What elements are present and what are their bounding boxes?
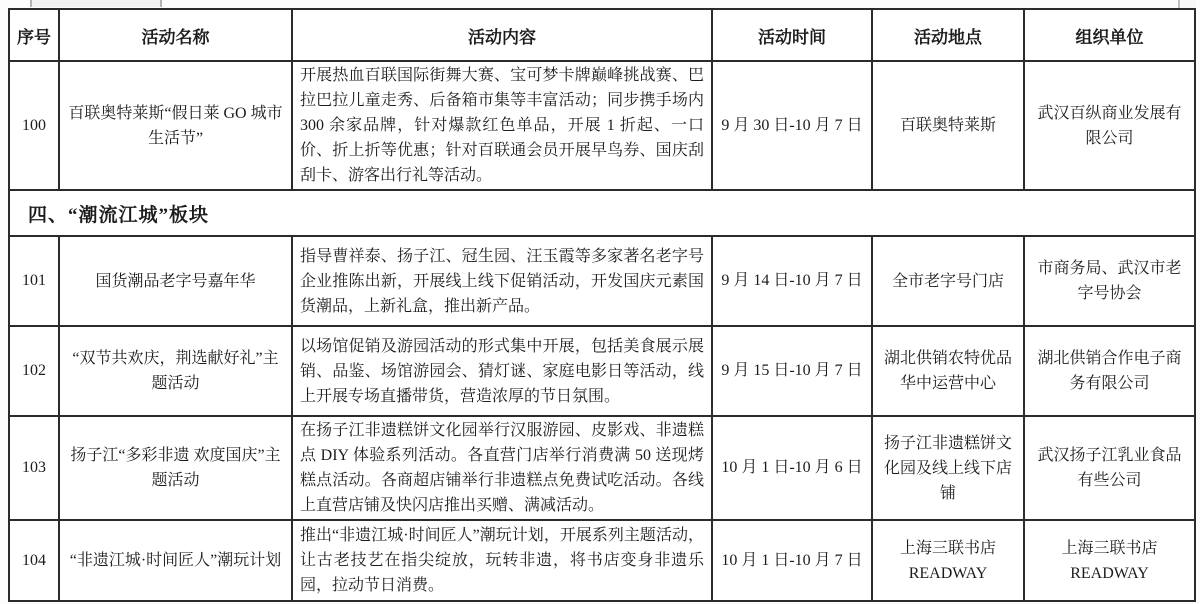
row-index: 104 [9,520,59,601]
organizer: 湖北供销合作电子商务有限公司 [1024,326,1195,416]
table-row-104 [9,520,1195,601]
activity-time: 10 月 1 日-10 月 6 日 [712,416,872,520]
row-index: 103 [9,416,59,520]
activity-name: 扬子江“多彩非遗 欢度国庆”主题活动 [59,416,292,520]
activity-location: 扬子江非遗糕饼文化园及线上线下店铺 [872,416,1024,520]
organizer: 武汉百纵商业发展有限公司 [1024,61,1195,190]
table-row-101 [9,236,1195,326]
col-header-activity-content: 活动内容 [292,9,712,61]
activity-time: 9 月 30 日-10 月 7 日 [712,61,872,190]
activity-location: 上海三联书店 READWAY [872,520,1024,601]
activity-content: 以场馆促销及游园活动的形式集中开展，包括美食展示展销、品鉴、场馆游园会、猜灯谜、家庭电影日等活动，线上开展专场直播带货，营造浓厚的节日氛围。 [292,326,712,416]
activity-time: 9 月 15 日-10 月 7 日 [712,326,872,416]
activity-name: 国货潮品老字号嘉年华 [59,236,292,326]
activity-table [8,8,1196,602]
activity-location: 全市老字号门店 [872,236,1024,326]
row-index: 100 [9,61,59,190]
activity-content: 指导曹祥泰、扬子江、冠生园、汪玉霞等多家著名老字号企业推陈出新，开展线上线下促销活动，开发国庆元素国货潮品，上新礼盒，推出新产品。 [292,236,712,326]
cropped-row-artifact-left [30,0,162,7]
activity-location: 湖北供销农特优品华中运营中心 [872,326,1024,416]
organizer: 市商务局、武汉市老字号协会 [1024,236,1195,326]
col-header-organizer: 组织单位 [1024,9,1195,61]
row-index: 101 [9,236,59,326]
activity-time: 10 月 1 日-10 月 7 日 [712,520,872,601]
table-row-103 [9,416,1195,520]
col-header-activity-time: 活动时间 [712,9,872,61]
organizer: 武汉扬子江乳业食品有些公司 [1024,416,1195,520]
table-row-100 [9,61,1195,190]
table-row-102 [9,326,1195,416]
activity-content: 推出“非遗江城·时间匠人”潮玩计划，开展系列主题活动，让古老技艺在指尖绽放，玩转非遗，将书店变身非遗乐园，拉动节日消费。 [292,520,712,601]
section-header-row [9,190,1195,236]
activity-name: “双节共欢庆，荆选献好礼”主题活动 [59,326,292,416]
activity-content: 在扬子江非遗糕饼文化园举行汉服游园、皮影戏、非遗糕点 DIY 体验系列活动。各直营门店举行消费满 50 送现烤糕点活动。各商超店铺举行非遗糕点免费试吃活动。各线上直营店铺及快闪店推出买赠、满减活动。 [292,416,712,520]
row-index: 102 [9,326,59,416]
activity-name: 百联奥特莱斯“假日莱 GO 城市生活节” [59,61,292,190]
section-title: 四、“潮流江城”板块 [9,190,1195,236]
activity-location: 百联奥特莱斯 [872,61,1024,190]
col-header-activity-name: 活动名称 [59,9,292,61]
col-header-index: 序号 [9,9,59,61]
organizer: 上海三联书店 READWAY [1024,520,1195,601]
activity-time: 9 月 14 日-10 月 7 日 [712,236,872,326]
header-row [9,9,1195,61]
col-header-activity-location: 活动地点 [872,9,1024,61]
activity-name: “非遗江城·时间匠人”潮玩计划 [59,520,292,601]
activity-content: 开展热血百联国际街舞大赛、宝可梦卡牌巅峰挑战赛、巴拉巴拉儿童走秀、后备箱市集等丰富活动；同步携手场内 300 余家品牌，针对爆款红色单品，开展 1 折起、一口价、折上折等优惠；针对百联通会员开展早鸟券、国庆刮刮卡、游客出行礼等活动。 [292,61,712,190]
